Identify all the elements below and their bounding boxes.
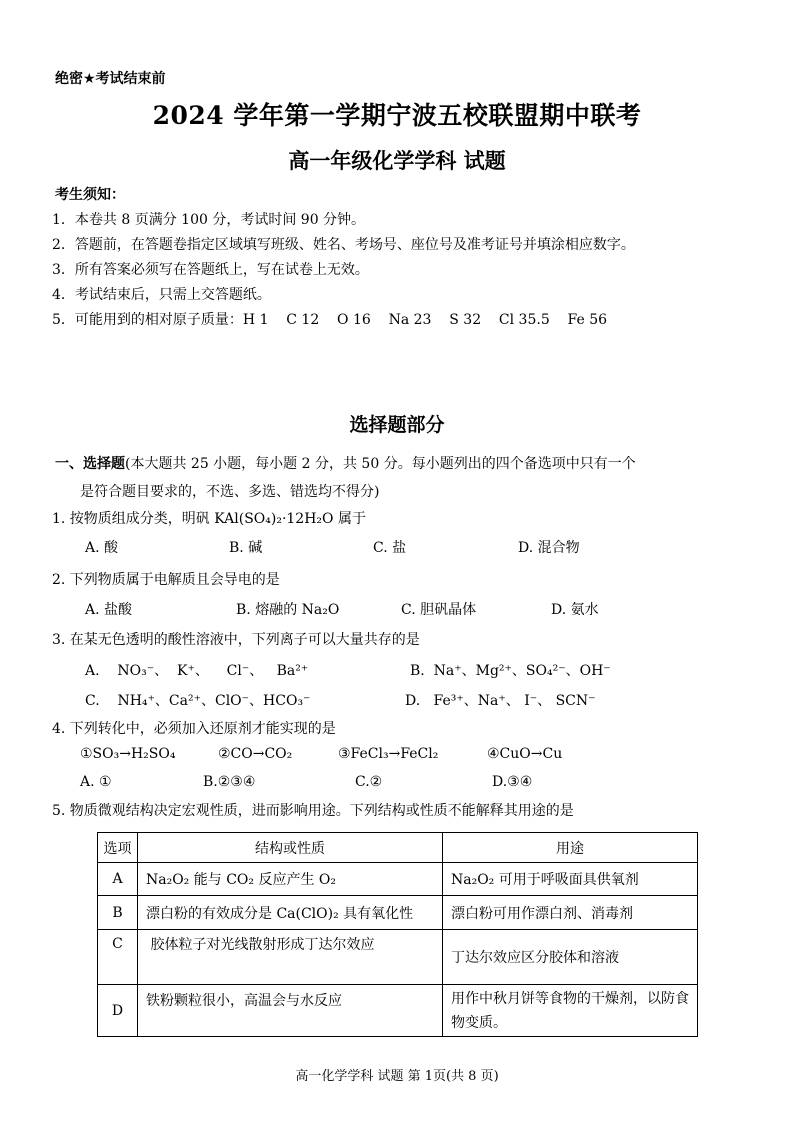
row-use: 丁达尔效应区分胶体和溶液 (443, 930, 698, 985)
row-use: 漂白粉可用作漂白剂、消毒剂 (443, 896, 698, 930)
q4-reaction-1: ①SO₃→H₂SO₄ (80, 746, 176, 762)
question-4-stem: 4. 下列转化中，必须加入还原剂才能实现的是 (52, 721, 336, 737)
exam-subtitle: 高一年级化学学科 试题 (288, 149, 506, 173)
q1-option-d: D. 混合物 (518, 540, 580, 556)
q1-option-a: A. 酸 (85, 540, 119, 556)
q3-option-c: C. NH₄⁺、Ca²⁺、ClO⁻、HCO₃⁻ (85, 693, 311, 709)
confidential-label: 绝密★考试结束前 (55, 71, 166, 87)
table-row (98, 896, 698, 930)
part-desc: (本大题共 25 小题，每小题 2 分，共 50 分。每小题列出的四个备选项中只有一个 (125, 456, 636, 472)
q4-reaction-2: ②CO→CO₂ (218, 746, 293, 762)
table-header: 选项 (98, 833, 138, 863)
question-1-stem: 1. 按物质组成分类，明矾 KAl(SO₄)₂·12H₂O 属于 (52, 511, 366, 527)
notice-item: 5．可能用到的相对原子质量：H 1 C 12 O 16 Na 23 S 32 Cl 35.5 Fe 56 (52, 312, 608, 328)
q1-option-b: B. 碱 (229, 540, 263, 556)
q2-option-c: C. 胆矾晶体 (401, 602, 477, 618)
row-property: 铁粉颗粒很小，高温会与水反应 (138, 985, 443, 1037)
row-option: C (98, 930, 138, 985)
q3-option-d: D. Fe³⁺、Na⁺、 I⁻、 SCN⁻ (405, 693, 596, 709)
q2-option-a: A. 盐酸 (85, 602, 133, 618)
part-intro (55, 453, 636, 473)
table-header-row (98, 833, 698, 863)
table-header: 用途 (443, 833, 698, 863)
row-option: A (98, 863, 138, 896)
q2-option-d: D. 氨水 (551, 602, 599, 618)
q2-option-b: B. 熔融的 Na₂O (236, 602, 340, 618)
row-property: 漂白粉的有效成分是 Ca(ClO)₂ 具有氧化性 (138, 896, 443, 930)
notice-item: 2．答题前，在答题卷指定区域填写班级、姓名、考场号、座位号及准考证号并填涂相应数字。 (52, 237, 635, 253)
table-row (98, 985, 698, 1037)
notice-heading: 考生须知： (55, 187, 125, 203)
q4-option-b: B.②③④ (203, 774, 256, 790)
part-desc-continued: 是符合题目要求的，不选、多选、错选均不得分) (80, 484, 380, 500)
q5-table (97, 832, 698, 1037)
section-title: 选择题部分 (349, 414, 445, 436)
question-5-stem: 5. 物质微观结构决定宏观性质，进而影响用途。下列结构或性质不能解释其用途的是 (52, 803, 574, 819)
row-property: Na₂O₂ 能与 CO₂ 反应产生 O₂ (138, 863, 443, 896)
notice-item: 1．本卷共 8 页满分 100 分，考试时间 90 分钟。 (52, 212, 366, 228)
table-row (98, 863, 698, 896)
row-property: 胶体粒子对光线散射形成丁达尔效应 (138, 930, 443, 985)
table-header: 结构或性质 (138, 833, 443, 863)
row-option: D (98, 985, 138, 1037)
q4-reaction-3: ③FeCl₃→FeCl₂ (338, 746, 439, 762)
exam-title: 2024 学年第一学期宁波五校联盟期中联考 (152, 101, 642, 130)
q4-option-d: D.③④ (492, 774, 533, 790)
question-3-stem: 3. 在某无色透明的酸性溶液中，下列离子可以大量共存的是 (52, 632, 420, 648)
q3-option-a: A. NO₃⁻、 K⁺、 Cl⁻、 Ba²⁺ (85, 663, 309, 679)
row-use: Na₂O₂ 可用于呼吸面具供氧剂 (443, 863, 698, 896)
question-2-stem: 2. 下列物质属于电解质且会导电的是 (52, 572, 280, 588)
q4-option-c: C.② (355, 774, 383, 790)
notice-item: 3．所有答案必须写在答题纸上，写在试卷上无效。 (52, 262, 369, 278)
row-use: 用作中秋月饼等食物的干燥剂，以防食物变质。 (443, 985, 698, 1037)
notice-item: 4．考试结束后，只需上交答题纸。 (52, 287, 271, 303)
part-label: 一、选择题 (55, 456, 125, 472)
q3-option-b: B. Na⁺、Mg²⁺、SO₄²⁻、OH⁻ (410, 663, 611, 679)
q4-reaction-4: ④CuO→Cu (487, 746, 563, 762)
q1-option-c: C. 盐 (373, 540, 407, 556)
table-row (98, 930, 698, 985)
q4-option-a: A. ① (80, 774, 112, 790)
row-option: B (98, 896, 138, 930)
page-footer: 高一化学学科 试题 第 1页(共 8 页) (295, 1069, 499, 1084)
